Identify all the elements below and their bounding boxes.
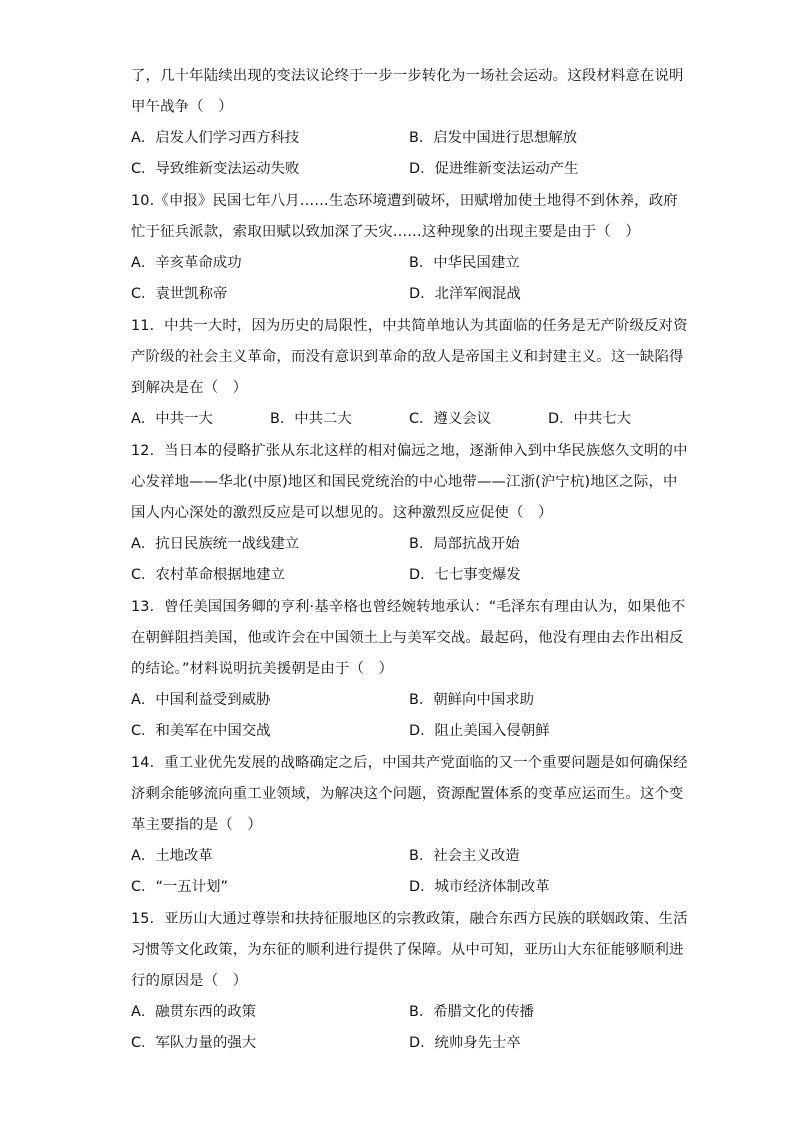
- question-11-line-3: 到解决是在（ ）: [131, 380, 248, 396]
- question-11-line-1: 11．中共一大时，因为历史的局限性，中共简单地认为其面临的任务是无产阶级反对资: [131, 318, 688, 334]
- question-11-option-d: D．中共七大: [548, 411, 632, 427]
- question-13-line-2: 在朝鲜阻挡美国，他或许会在中国领土上与美军交战。最起码，他没有理由去作出相反: [131, 630, 684, 646]
- question-14-option-a: A．土地改革: [131, 848, 213, 864]
- question-12-line-3: 国人内心深处的激烈反应是可以想见的。这种激烈反应促使（ ）: [131, 505, 553, 521]
- question-9-option-d: D．促进维新变法运动产生: [409, 161, 579, 177]
- question-12-option-c: C．农村革命根据地建立: [131, 567, 285, 583]
- question-15-option-c: C．军队力量的强大: [131, 1035, 257, 1051]
- question-14-option-c: C．“一五计划”: [131, 879, 228, 895]
- question-15-option-d: D．统帅身先士卒: [409, 1035, 521, 1051]
- question-13-line-1: 13．曾任美国国务卿的亨利·基辛格也曾经婉转地承认：“毛泽东有理由认为，如果他不: [131, 599, 686, 615]
- question-11-option-c: C．遵义会议: [409, 411, 492, 427]
- question-13-option-c: C．和美军在中国交战: [131, 723, 271, 739]
- question-13-option-b: B．朝鲜向中国求助: [409, 692, 534, 708]
- question-11-option-b: B．中共二大: [270, 411, 352, 427]
- question-14-line-3: 革主要指的是（ ）: [131, 817, 262, 833]
- question-9-option-a: A．启发人们学习西方科技: [131, 130, 300, 146]
- question-10-option-d: D．北洋军阀混战: [409, 286, 521, 302]
- question-12-line-2: 心发祥地——华北(中原)地区和国民党统治的中心地带——江浙(沪宁杭)地区之际，中: [131, 474, 678, 490]
- question-10-option-b: B．中华民国建立: [409, 255, 520, 271]
- question-12-option-b: B．局部抗战开始: [409, 536, 520, 552]
- question-10-option-c: C．袁世凯称帝: [131, 286, 228, 302]
- question-15-line-3: 行的原因是（ ）: [131, 973, 248, 989]
- question-14-line-1: 14．重工业优先发展的战略确定之后，中国共产党面临的又一个重要问题是如何确保经: [131, 755, 688, 771]
- question-9-option-b: B．启发中国进行思想解放: [409, 130, 578, 146]
- question-14-option-d: D．城市经济体制改革: [409, 879, 550, 895]
- question-13-line-3: 的结论。”材料说明抗美援朝是由于（ ）: [131, 661, 394, 677]
- question-12-line-1: 12．当日本的侵略扩张从东北这样的相对偏远之地，逐渐伸入到中华民族悠久文明的中: [131, 443, 688, 459]
- question-9-option-c: C．导致维新变法运动失败: [131, 161, 300, 177]
- question-9-line-1: 了，几十年陆续出现的变法议论终于一步一步转化为一场社会运动。这段材料意在说明: [131, 68, 684, 84]
- question-15-line-1: 15．亚历山大通过尊崇和扶持征服地区的宗教政策，融合东西方民族的联姻政策、生活: [131, 911, 688, 927]
- question-13-option-d: D．阻止美国入侵朝鲜: [409, 723, 550, 739]
- question-12-option-d: D．七七事变爆发: [409, 567, 521, 583]
- question-11-line-2: 产阶级的社会主义革命，而没有意识到革命的敌人是帝国主义和封建主义。这一缺陷得: [131, 349, 684, 365]
- question-10-line-2: 忙于征兵派款，索取田赋以致加深了天灾……这种现象的出现主要是由于（ ）: [131, 224, 640, 240]
- question-14-line-2: 济剩余能够流向重工业领域，为解决这个问题，资源配置体系的变革应运而生。这个变: [131, 786, 684, 802]
- question-10-option-a: A．辛亥革命成功: [131, 255, 242, 271]
- question-15-option-a: A．融贯东西的政策: [131, 1004, 256, 1020]
- question-9-line-2: 甲午战争（ ）: [131, 99, 233, 115]
- question-10-line-1: 10.《申报》民国七年八月……生态环境遭到破坏，田赋增加使土地得不到休养，政府: [131, 193, 678, 209]
- question-11-option-a: A．中共一大: [131, 411, 213, 427]
- question-15-option-b: B．希腊文化的传播: [409, 1004, 534, 1020]
- question-14-option-b: B．社会主义改造: [409, 848, 520, 864]
- question-13-option-a: A．中国利益受到威胁: [131, 692, 271, 708]
- question-12-option-a: A．抗日民族统一战线建立: [131, 536, 300, 552]
- question-15-line-2: 习惯等文化政策，为东征的顺利进行提供了保障。从中可知，亚历山大东征能够顺利进: [131, 942, 684, 958]
